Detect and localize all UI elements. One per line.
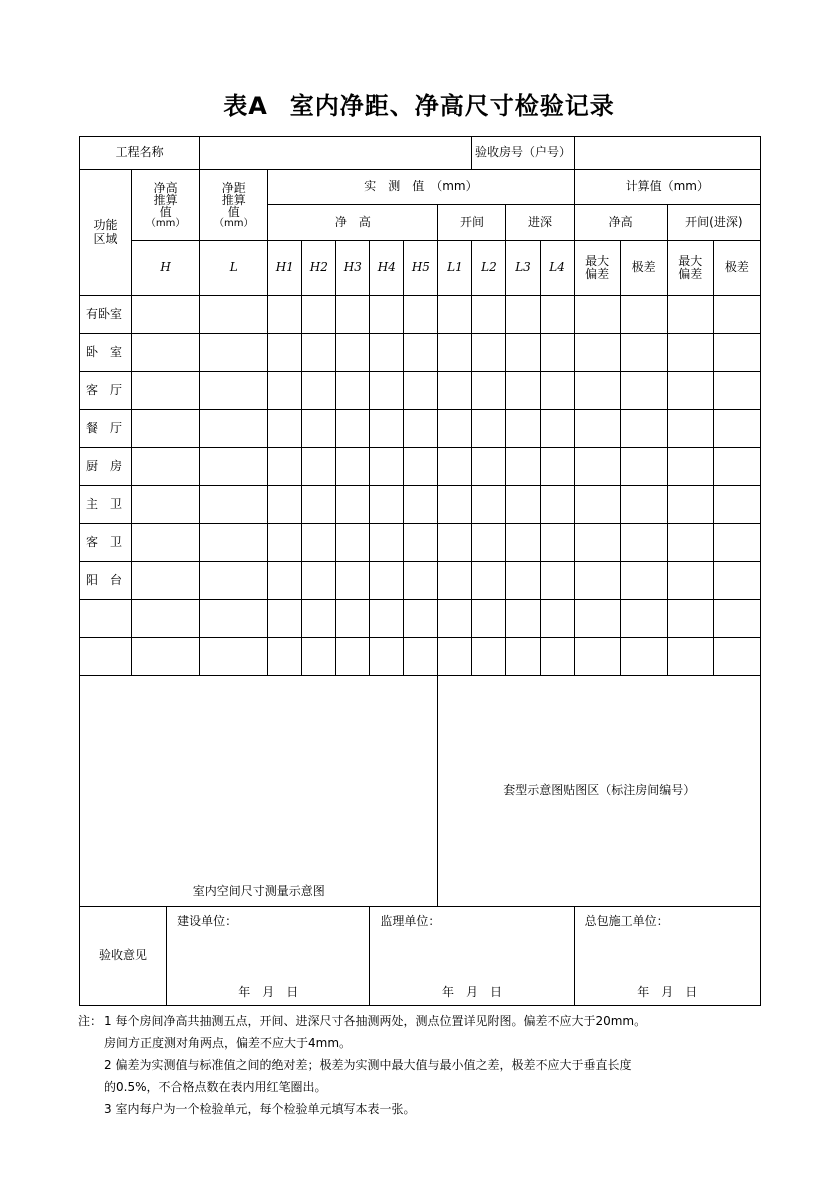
- cell[interactable]: [268, 296, 302, 334]
- note-line: 房间方正度测对角两点，偏差不应大于4mm。: [104, 1036, 352, 1050]
- bay-range-header: 极差: [713, 241, 760, 296]
- cell[interactable]: [667, 296, 713, 334]
- row-label: 卧 室: [80, 334, 132, 372]
- cell[interactable]: [506, 524, 540, 562]
- owner-unit-label: 建设单位：: [177, 914, 238, 928]
- cell[interactable]: [620, 562, 667, 600]
- cell[interactable]: [574, 410, 620, 448]
- h4-header: H4: [370, 241, 404, 296]
- cell[interactable]: [713, 296, 760, 334]
- cell[interactable]: [370, 638, 404, 676]
- cell[interactable]: [540, 296, 574, 334]
- cell[interactable]: [438, 448, 472, 486]
- cell[interactable]: [404, 562, 438, 600]
- note-text: 1 每个房间净高共抽测五点，开间、进深尺寸各抽测两处，测点位置详见附图。偏差不应大于20mm。: [104, 1014, 647, 1028]
- cell[interactable]: [574, 562, 620, 600]
- h3-header: H3: [336, 241, 370, 296]
- page-title: [0, 86, 838, 121]
- cell[interactable]: [713, 334, 760, 372]
- cell[interactable]: [404, 524, 438, 562]
- cell[interactable]: [472, 562, 506, 600]
- height-max-dev-label: 最大偏差: [585, 253, 610, 281]
- cell[interactable]: [336, 372, 370, 410]
- measured-header: 实 测 值 （mm）: [268, 170, 574, 205]
- owner-date: 年 月 日: [238, 984, 299, 999]
- cell[interactable]: [132, 334, 200, 372]
- cell[interactable]: [370, 448, 404, 486]
- cell[interactable]: [200, 334, 268, 372]
- calculated-header: 计算值（mm）: [574, 170, 760, 205]
- cell[interactable]: [713, 486, 760, 524]
- table-row: [80, 524, 761, 562]
- cell[interactable]: [370, 524, 404, 562]
- cell[interactable]: [404, 638, 438, 676]
- cell[interactable]: [438, 638, 472, 676]
- row-label: 餐 厅: [80, 410, 132, 448]
- cell[interactable]: [620, 638, 667, 676]
- cell[interactable]: [268, 448, 302, 486]
- floorplan-paste-caption: 套型示意图贴图区（标注房间编号）: [503, 783, 696, 798]
- cell[interactable]: [268, 562, 302, 600]
- contractor-unit-label: 总包施工单位：: [584, 914, 669, 928]
- contractor-date: 年 月 日: [637, 984, 698, 999]
- height-max-dev-header: [574, 241, 620, 296]
- cell[interactable]: [506, 486, 540, 524]
- area-header: 功能区域: [80, 170, 132, 296]
- cell[interactable]: [438, 562, 472, 600]
- net-height-calc-unit: （mm）: [145, 217, 186, 229]
- l1-header: L1: [438, 241, 472, 296]
- net-distance-calc-unit: （mm）: [213, 217, 254, 229]
- cell[interactable]: [472, 524, 506, 562]
- cell[interactable]: [404, 334, 438, 372]
- l4-header: L4: [540, 241, 574, 296]
- notes: [78, 1010, 647, 1120]
- bay-max-dev-header: [667, 241, 713, 296]
- cell[interactable]: [713, 410, 760, 448]
- cell[interactable]: [540, 600, 574, 638]
- cell[interactable]: [540, 562, 574, 600]
- cell[interactable]: [132, 600, 200, 638]
- cell[interactable]: [540, 372, 574, 410]
- height-range-header: 极差: [620, 241, 667, 296]
- net-height-calc-label: 净高推算值: [153, 180, 178, 219]
- cell[interactable]: [620, 334, 667, 372]
- cell[interactable]: [540, 638, 574, 676]
- cell[interactable]: [200, 296, 268, 334]
- cell[interactable]: [574, 524, 620, 562]
- table-row: [80, 372, 761, 410]
- cell[interactable]: [540, 448, 574, 486]
- cell[interactable]: [302, 600, 336, 638]
- cell[interactable]: [713, 600, 760, 638]
- cell[interactable]: [404, 296, 438, 334]
- cell[interactable]: [506, 448, 540, 486]
- cell[interactable]: [268, 410, 302, 448]
- cell[interactable]: [200, 448, 268, 486]
- cell[interactable]: [540, 524, 574, 562]
- cell[interactable]: [506, 638, 540, 676]
- cell[interactable]: [667, 524, 713, 562]
- h2-header: H2: [302, 241, 336, 296]
- cell[interactable]: [540, 334, 574, 372]
- note-line: 的0.5%，不合格点数在表内用红笔圈出。: [104, 1080, 327, 1094]
- cell[interactable]: [302, 638, 336, 676]
- cell[interactable]: [302, 372, 336, 410]
- cell[interactable]: [302, 562, 336, 600]
- cell[interactable]: [506, 296, 540, 334]
- cell[interactable]: [667, 334, 713, 372]
- cell[interactable]: [667, 448, 713, 486]
- l3-header: L3: [506, 241, 540, 296]
- cell[interactable]: [200, 372, 268, 410]
- cell[interactable]: [574, 296, 620, 334]
- cell[interactable]: [200, 638, 268, 676]
- cell[interactable]: [620, 296, 667, 334]
- cell[interactable]: [506, 334, 540, 372]
- net-height-group-header: 净 高: [268, 205, 438, 241]
- cell[interactable]: [370, 410, 404, 448]
- l2-header: L2: [472, 241, 506, 296]
- title-text: 室内净距、净高尺寸检验记录: [289, 92, 615, 120]
- cell[interactable]: [200, 600, 268, 638]
- owner-opinion-cell[interactable]: [167, 907, 370, 1006]
- cell[interactable]: [506, 562, 540, 600]
- contractor-opinion-cell[interactable]: [574, 907, 760, 1006]
- net-height-calc-header: [132, 170, 200, 241]
- cell[interactable]: [268, 486, 302, 524]
- cell[interactable]: [370, 562, 404, 600]
- title-code: 表A: [223, 92, 268, 120]
- table-row: [80, 562, 761, 600]
- cell[interactable]: [404, 372, 438, 410]
- cell[interactable]: [620, 372, 667, 410]
- cell[interactable]: [472, 448, 506, 486]
- cell[interactable]: [336, 600, 370, 638]
- cell[interactable]: [472, 410, 506, 448]
- bay-max-dev-label: 最大偏差: [678, 253, 703, 281]
- table-row: [80, 448, 761, 486]
- cell[interactable]: [667, 562, 713, 600]
- row-label: 客 厅: [80, 372, 132, 410]
- cell[interactable]: [132, 448, 200, 486]
- supervisor-opinion-cell[interactable]: [370, 907, 574, 1006]
- supervisor-date: 年 月 日: [441, 984, 502, 999]
- cell[interactable]: [132, 638, 200, 676]
- room-no-label: 验收房号（户号）: [472, 137, 574, 170]
- cell[interactable]: [268, 524, 302, 562]
- notes-prefix: 注：: [78, 1014, 103, 1028]
- table-row: [80, 334, 761, 372]
- cell[interactable]: [302, 334, 336, 372]
- cell[interactable]: [132, 296, 200, 334]
- cell[interactable]: [200, 562, 268, 600]
- sym-h-header: H: [132, 241, 200, 296]
- cell[interactable]: [302, 486, 336, 524]
- cell[interactable]: [370, 334, 404, 372]
- cell[interactable]: [302, 296, 336, 334]
- cell[interactable]: [132, 486, 200, 524]
- cell[interactable]: [336, 334, 370, 372]
- cell[interactable]: [472, 600, 506, 638]
- cell[interactable]: [302, 448, 336, 486]
- calc-bay-group-header: 开间(进深): [667, 205, 760, 241]
- h5-header: H5: [404, 241, 438, 296]
- cell[interactable]: [336, 448, 370, 486]
- cell[interactable]: [667, 638, 713, 676]
- cell[interactable]: [472, 372, 506, 410]
- cell[interactable]: [302, 524, 336, 562]
- cell[interactable]: [370, 600, 404, 638]
- cell[interactable]: [132, 372, 200, 410]
- cell[interactable]: [200, 486, 268, 524]
- room-no-field[interactable]: [574, 137, 760, 170]
- cell[interactable]: [620, 600, 667, 638]
- table-row: [80, 600, 761, 638]
- inspection-table: [79, 136, 761, 1006]
- cell[interactable]: [667, 410, 713, 448]
- cell[interactable]: [713, 638, 760, 676]
- cell[interactable]: [336, 562, 370, 600]
- row-label: 厨 房: [80, 448, 132, 486]
- cell[interactable]: [472, 638, 506, 676]
- cell[interactable]: [506, 410, 540, 448]
- table-row: [80, 410, 761, 448]
- cell[interactable]: [336, 524, 370, 562]
- row-label: 阳 台: [80, 562, 132, 600]
- cell[interactable]: [574, 638, 620, 676]
- cell[interactable]: [667, 600, 713, 638]
- cell[interactable]: [574, 448, 620, 486]
- cell[interactable]: [404, 410, 438, 448]
- table-row: [80, 638, 761, 676]
- cell[interactable]: [132, 524, 200, 562]
- floorplan-paste-area[interactable]: [438, 676, 761, 907]
- cell[interactable]: [438, 334, 472, 372]
- cell[interactable]: [404, 448, 438, 486]
- cell[interactable]: [713, 524, 760, 562]
- cell[interactable]: [574, 486, 620, 524]
- note-line: 3 室内每户为一个检验单元，每个检验单元填写本表一张。: [104, 1102, 416, 1116]
- net-distance-calc-header: [200, 170, 268, 241]
- h1-header: H1: [268, 241, 302, 296]
- cell[interactable]: [404, 486, 438, 524]
- cell[interactable]: [336, 486, 370, 524]
- cell[interactable]: [620, 486, 667, 524]
- cell[interactable]: [336, 638, 370, 676]
- note-line: 2 偏差为实测值与标准值之间的绝对差；极差为实测中最大值与最小值之差，极差不应大于垂直长度: [104, 1058, 632, 1072]
- note-line: [78, 1010, 646, 1032]
- sym-l-header: L: [200, 241, 268, 296]
- calc-height-group-header: 净高: [574, 205, 667, 241]
- measurement-diagram-caption: 室内空间尺寸测量示意图: [192, 883, 325, 898]
- project-name-field[interactable]: [200, 137, 472, 170]
- cell[interactable]: [404, 600, 438, 638]
- net-distance-calc-label: 净距推算值: [221, 180, 246, 219]
- table-row: [80, 296, 761, 334]
- cell[interactable]: [200, 524, 268, 562]
- cell[interactable]: [713, 448, 760, 486]
- cell[interactable]: [506, 600, 540, 638]
- cell[interactable]: [438, 600, 472, 638]
- cell[interactable]: [438, 486, 472, 524]
- cell[interactable]: [620, 524, 667, 562]
- depth-group-header: 进深: [506, 205, 574, 241]
- row-label: [80, 600, 132, 638]
- cell[interactable]: [438, 524, 472, 562]
- cell[interactable]: [370, 296, 404, 334]
- project-name-label: 工程名称: [80, 137, 200, 170]
- cell[interactable]: [506, 372, 540, 410]
- cell[interactable]: [370, 486, 404, 524]
- cell[interactable]: [540, 410, 574, 448]
- cell[interactable]: [472, 296, 506, 334]
- cell[interactable]: [268, 600, 302, 638]
- cell[interactable]: [200, 410, 268, 448]
- cell[interactable]: [132, 562, 200, 600]
- cell[interactable]: [302, 410, 336, 448]
- table-row: [80, 486, 761, 524]
- cell[interactable]: [336, 296, 370, 334]
- acceptance-label: 验收意见: [80, 907, 167, 1006]
- cell[interactable]: [438, 296, 472, 334]
- supervisor-unit-label: 监理单位：: [380, 914, 441, 928]
- cell[interactable]: [336, 410, 370, 448]
- cell[interactable]: [370, 372, 404, 410]
- row-label: 有卧室: [80, 296, 132, 334]
- measurement-diagram-area: [80, 676, 438, 907]
- row-label: 客 卫: [80, 524, 132, 562]
- cell[interactable]: [667, 486, 713, 524]
- cell[interactable]: [268, 372, 302, 410]
- cell[interactable]: [620, 410, 667, 448]
- cell[interactable]: [438, 410, 472, 448]
- cell[interactable]: [132, 410, 200, 448]
- cell[interactable]: [713, 372, 760, 410]
- cell[interactable]: [620, 448, 667, 486]
- cell[interactable]: [472, 334, 506, 372]
- bay-group-header: 开间: [438, 205, 506, 241]
- cell[interactable]: [540, 486, 574, 524]
- cell[interactable]: [438, 372, 472, 410]
- cell[interactable]: [713, 562, 760, 600]
- cell[interactable]: [574, 372, 620, 410]
- row-label: 主 卫: [80, 486, 132, 524]
- cell[interactable]: [574, 600, 620, 638]
- cell[interactable]: [472, 486, 506, 524]
- row-label: [80, 638, 132, 676]
- cell[interactable]: [667, 372, 713, 410]
- cell[interactable]: [268, 334, 302, 372]
- cell[interactable]: [268, 638, 302, 676]
- cell[interactable]: [574, 334, 620, 372]
